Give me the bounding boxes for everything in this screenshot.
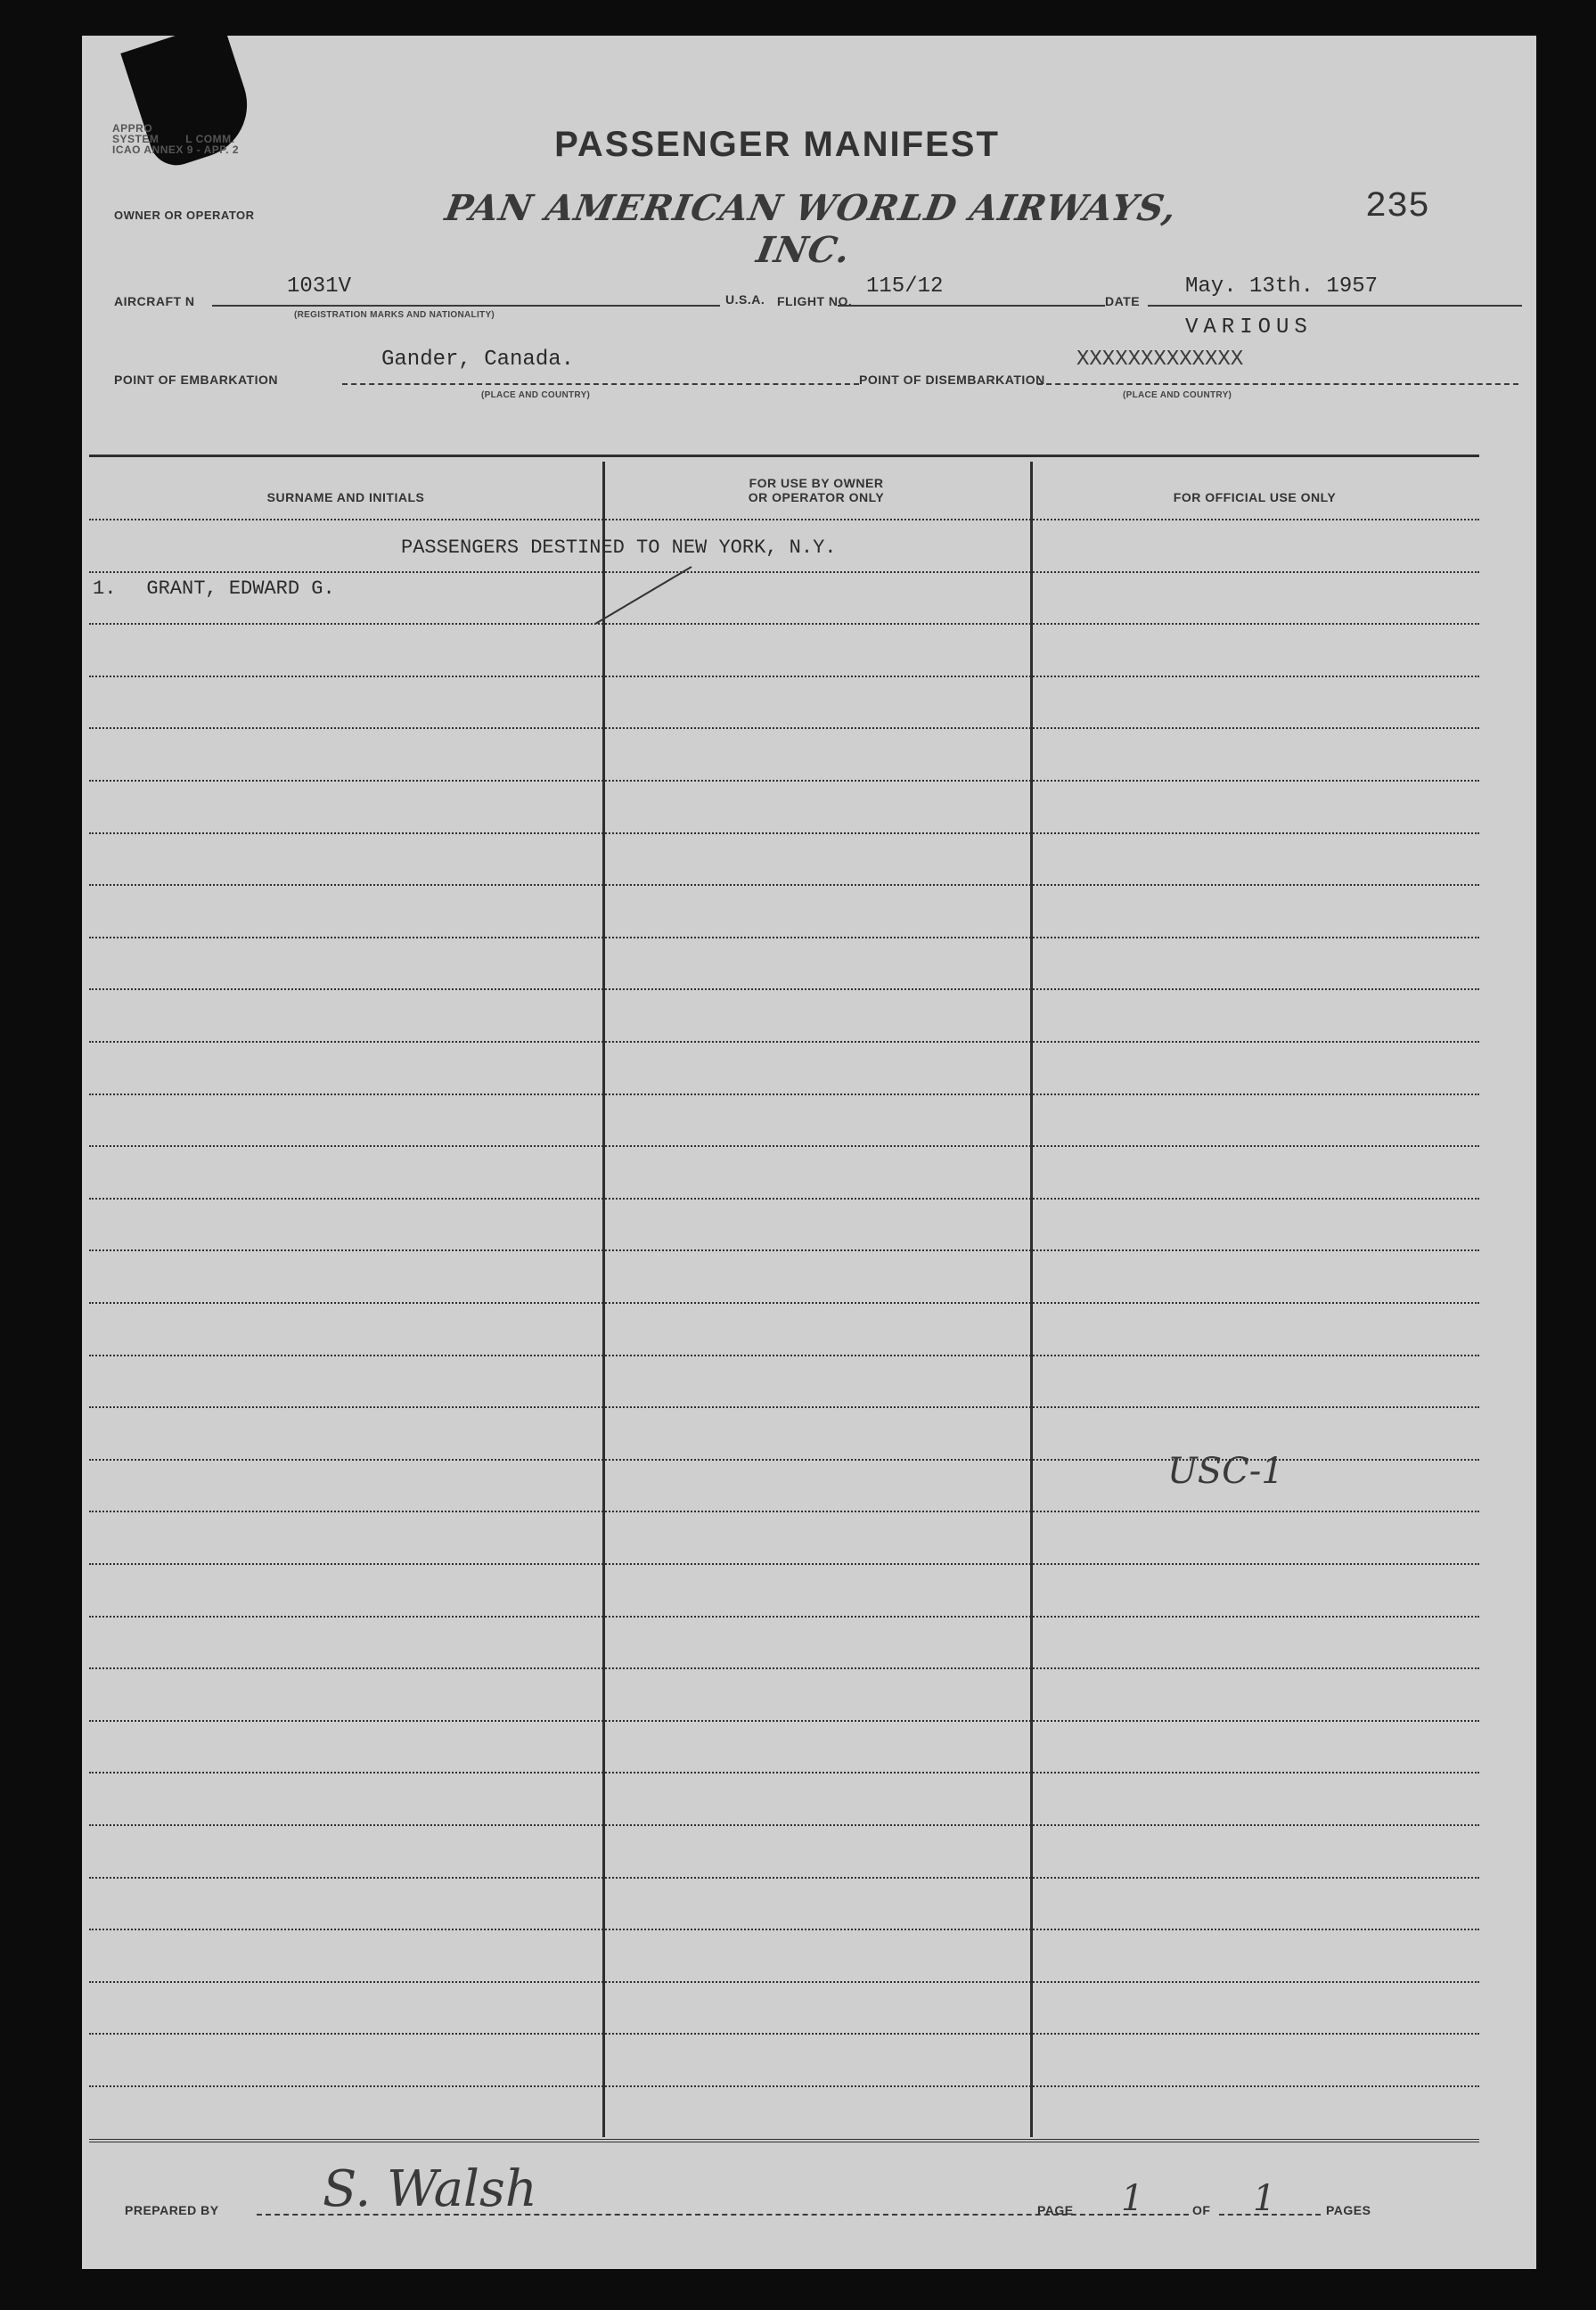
table-row-line — [89, 988, 1479, 990]
disembarkation-struck-value: XXXXXXXXXXXXX — [1076, 348, 1244, 372]
table-row-line — [89, 1877, 1479, 1879]
header-surname: SURNAME AND INITIALS — [266, 490, 425, 504]
airline-name: PAN AMERICAN WORLD AIRWAYS, INC. — [442, 187, 1181, 271]
header-owner-use-line-1: FOR USE BY OWNER — [749, 476, 884, 490]
table-row-line — [89, 1249, 1479, 1251]
table-row-line — [89, 676, 1479, 677]
disembarkation-line — [1037, 383, 1518, 385]
column-divider-2 — [1030, 462, 1033, 2137]
table-row-line — [89, 727, 1479, 729]
table-row-line — [89, 1145, 1479, 1147]
table-row-line — [89, 2033, 1479, 2035]
passenger-row — [93, 578, 335, 600]
approval-line-2-a: SYSTEM — [112, 133, 160, 145]
official-note: USC-1 — [1167, 1451, 1284, 1492]
column-divider-1 — [602, 462, 605, 2137]
table-row-line — [89, 1824, 1479, 1826]
header-owner-use — [602, 476, 1030, 504]
aircraft-label: AIRCRAFT N — [114, 294, 195, 308]
flight-label: FLIGHT NO. — [777, 294, 853, 308]
table-row-line — [89, 937, 1479, 938]
passenger-table — [89, 462, 1479, 2137]
destination-note: PASSENGERS DESTINED TO NEW YORK, N.Y. — [401, 537, 837, 559]
form-title: PASSENGER MANIFEST — [554, 125, 1000, 164]
table-row-line — [89, 1406, 1479, 1408]
manifest-page — [82, 36, 1536, 2269]
embarkation-line — [342, 383, 859, 385]
flight-line — [838, 305, 1105, 307]
aircraft-value: 1031V — [287, 274, 352, 299]
owner-label: OWNER OR OPERATOR — [114, 209, 255, 222]
embarkation-value: Gander, Canada. — [381, 348, 575, 372]
table-row-line — [89, 1667, 1479, 1669]
table-row-line — [89, 2085, 1479, 2087]
passenger-name: GRANT, EDWARD G. — [146, 578, 335, 600]
date-value: May. 13th. 1957 — [1185, 274, 1379, 299]
table-row-line — [89, 1094, 1479, 1095]
of-value: 1 — [1253, 2178, 1276, 2219]
embarkation-label: POINT OF EMBARKATION — [114, 373, 278, 387]
table-row-line — [89, 1302, 1479, 1304]
table-row-line — [89, 623, 1479, 625]
prepared-by-signature: S. Walsh — [323, 2160, 537, 2218]
disembarkation-label: POINT OF DISEMBARKATION — [859, 373, 1045, 387]
aircraft-line — [212, 305, 720, 307]
of-label: OF — [1192, 2203, 1211, 2217]
passenger-number: 1. — [93, 578, 117, 600]
table-row-line — [89, 1616, 1479, 1618]
table-bottom-rule — [89, 2139, 1479, 2142]
page-value: 1 — [1121, 2178, 1144, 2219]
approval-note — [112, 123, 239, 155]
table-row-line — [89, 832, 1479, 834]
page-label: PAGE — [1037, 2203, 1074, 2217]
prepared-by-label: PREPARED BY — [125, 2203, 219, 2217]
header-official: FOR OFFICIAL USE ONLY — [1173, 490, 1337, 504]
table-row-line — [89, 1198, 1479, 1200]
table-row-line — [89, 1355, 1479, 1356]
table-row-line — [89, 884, 1479, 886]
embarkation-sublabel: (PLACE AND COUNTRY) — [481, 390, 591, 400]
date-label: DATE — [1105, 294, 1141, 308]
table-row-line — [89, 519, 1479, 520]
approval-line-1: APPRO — [112, 122, 153, 135]
table-row-line — [89, 1511, 1479, 1512]
table-row-line — [89, 780, 1479, 782]
aircraft-suffix: U.S.A. — [725, 292, 765, 307]
table-row-line — [89, 1041, 1479, 1043]
table-row-line — [89, 1929, 1479, 1930]
approval-line-2-b: L COMM. — [185, 133, 235, 145]
stamped-page-number: 235 — [1365, 187, 1430, 227]
header-owner-use-line-2: OR OPERATOR ONLY — [748, 490, 885, 504]
approval-line-3: ICAO ANNEX 9 - APP. 2 — [112, 143, 240, 156]
pages-label: PAGES — [1326, 2203, 1371, 2217]
table-row-line — [89, 1981, 1479, 1983]
aircraft-sublabel: (REGISTRATION MARKS AND NATIONALITY) — [294, 310, 495, 320]
handwritten-check-mark — [588, 560, 695, 631]
table-row-line — [89, 1772, 1479, 1773]
table-top-rule — [89, 455, 1479, 457]
table-row-line — [89, 1563, 1479, 1565]
disembarkation-sublabel: (PLACE AND COUNTRY) — [1123, 390, 1232, 400]
date-line — [1148, 305, 1522, 307]
table-row-line — [89, 571, 1479, 573]
table-row-line — [89, 1720, 1479, 1722]
disembarkation-value: VARIOUS — [1185, 315, 1313, 340]
flight-value: 115/12 — [866, 274, 944, 299]
